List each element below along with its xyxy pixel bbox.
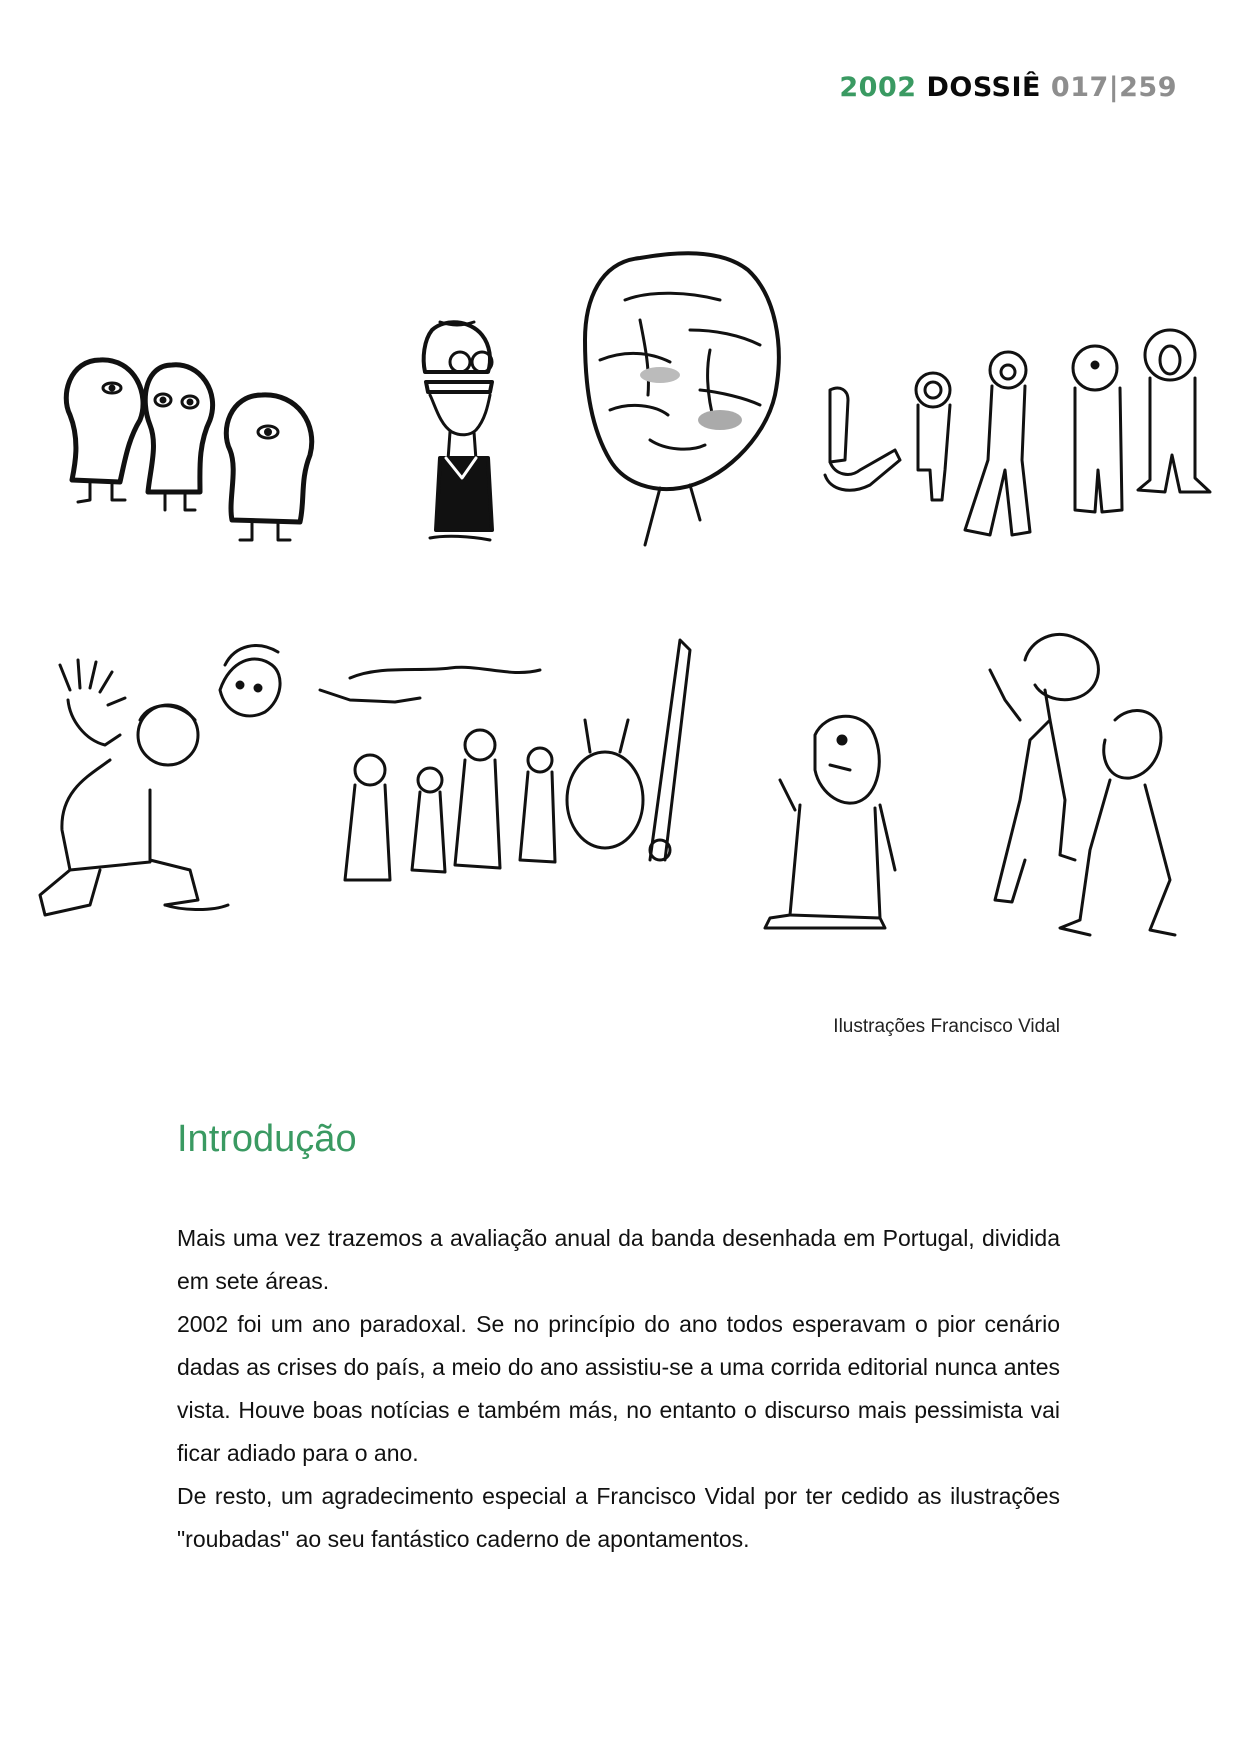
crowd-parade-illustration xyxy=(320,640,690,880)
header-year: 2002 xyxy=(839,72,917,103)
overlapping-faces-illustration xyxy=(585,253,779,545)
intro-paragraph-3: De resto, um agradecimento especial a Francisco Vidal por ter cedido as ilustrações "roubadas" ao seu fantástico caderno de apontamentos. xyxy=(177,1483,1060,1552)
kneeling-man-illustration xyxy=(40,646,280,915)
intro-paragraph-1: Mais uma vez trazemos a avaliação anual da banda desenhada em Portugal, dividida em sete áreas. xyxy=(177,1225,1060,1294)
header-page-numbers: 017|259 xyxy=(1050,72,1177,103)
man-with-glasses-illustration xyxy=(424,322,492,540)
header-title: DOSSIÊ xyxy=(926,72,1041,103)
curly-hair-couple-illustration xyxy=(990,634,1175,935)
intro-paragraph-2: 2002 foi um ano paradoxal. Se no princípio do ano todos esperavam o pior cenário dadas as crises do país, a meio do ano assistiu-se a uma corrida editorial nunca antes vista. Houve boas notícias e também más, no entanto o discurso mais pessimista vai ficar adiado para o ano. xyxy=(177,1311,1060,1466)
illustration-caption: Ilustrações Francisco Vidal xyxy=(833,1016,1060,1037)
intro-body xyxy=(177,1217,1060,1561)
stick-figures-illustration xyxy=(825,330,1210,535)
section-title: Introdução xyxy=(177,1118,357,1160)
sitting-person-illustration xyxy=(765,716,895,928)
blob-heads-illustration xyxy=(66,360,312,540)
